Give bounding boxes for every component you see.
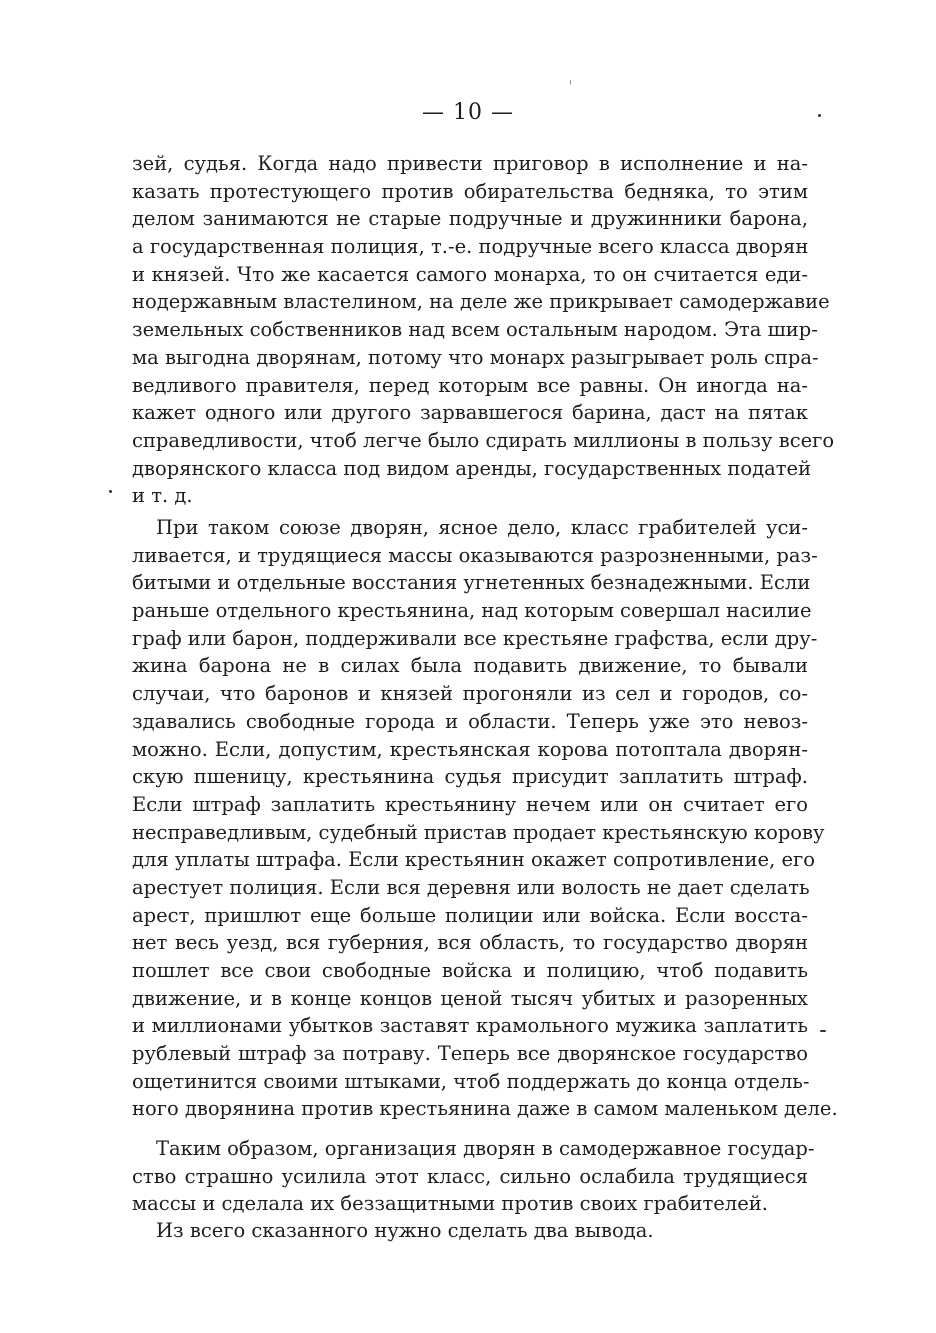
text-line: и т. д. — [132, 484, 193, 508]
text-line: Таким образом, организация дворян в самодержавное государ- — [156, 1137, 815, 1160]
paragraph-3 — [132, 1135, 815, 1218]
text-line: арестует полиция. Если вся деревня или волость не дает сделать — [132, 875, 810, 899]
text-line: справедливости, чтоб легче было сдирать миллионы в пользу всего — [132, 428, 835, 452]
text-line: ма выгодна дворянам, потому что монарх разыгрывает роль спра- — [132, 345, 819, 369]
paragraph-1 — [132, 150, 835, 510]
text-line: делом занимаются не старые подручные и дружинники барона, — [132, 207, 808, 231]
text-line: случаи, что баронов и князей прогоняли из сел и городов, со- — [132, 682, 808, 706]
text-line: ощетинится своими штыками, чтоб поддержать до конца отдель- — [132, 1069, 810, 1093]
paragraph-4 — [132, 1217, 808, 1245]
scan-speck — [570, 80, 571, 85]
scan-speck — [818, 114, 821, 117]
text-line: ство страшно усилила этот класс, сильно ослабила трудящиеся — [132, 1164, 808, 1188]
text-line: и миллионами убытков заставят крамольного мужика заплатить — [132, 1014, 808, 1038]
text-line: нодержавным властелином, на деле же прикрывает самодержавие — [132, 290, 830, 314]
text-line: кажет одного или другого зарвавшегося барина, даст на пятак — [132, 401, 808, 425]
text-line: При таком союзе дворян, ясное дело, класс грабителей уси- — [156, 516, 808, 539]
scan-speck — [820, 1030, 826, 1032]
text-line: и князей. Что же касается самого монарха, то он считается еди- — [132, 262, 808, 286]
text-line: нет весь уезд, вся губерния, вся область, то государство дворян — [132, 931, 808, 955]
text-line: земельных собственников над всем остальным народом. Эта шир- — [132, 318, 818, 342]
text-line: граф или барон, поддерживали все крестьяне графства, если дру- — [132, 626, 818, 650]
text-line: а государственная полиция, т.-е. подручные всего класса дворян — [132, 235, 809, 259]
text-line: Из всего сказанного нужно сделать два вывода. — [156, 1219, 654, 1242]
text-line: раньше отдельного крестьянина, над которым совершал насилие — [132, 599, 812, 623]
text-line: скую пшеницу, крестьянина судья присудит заплатить штраф. — [132, 765, 808, 789]
page-number: — 10 — — [422, 100, 514, 125]
text-line: ного дворянина против крестьянина даже в самом маленьком деле. — [132, 1097, 838, 1121]
text-line: дворянского класса под видом аренды, государственных податей — [132, 456, 812, 480]
text-line: можно. Если, допустим, крестьянская корова потоптала дворян- — [132, 737, 808, 761]
text-line: ведливого правителя, перед которым все равны. Он иногда на- — [132, 373, 808, 397]
text-line: арест, пришлют еще больше полиции или войска. Если восста- — [132, 903, 808, 927]
scan-speck — [109, 490, 112, 493]
text-line: рублевый штраф за потраву. Теперь все дворянское государство — [132, 1042, 808, 1066]
text-line: жина барона не в силах была подавить движение, то бывали — [132, 654, 808, 678]
text-line: движение, и в конце концов ценой тысяч убитых и разоренных — [132, 986, 808, 1010]
text-line: битыми и отдельные восстания угнетенных безнадежными. Если — [132, 571, 811, 595]
text-line: Если штраф заплатить крестьянину нечем или он считает его — [132, 792, 808, 816]
text-line: зей, судья. Когда надо привести приговор в исполнение и на- — [132, 152, 808, 175]
paragraph-2 — [132, 514, 838, 1123]
text-line: здавались свободные города и области. Теперь уже это невоз- — [132, 709, 808, 733]
text-line: казать протестующего против обирательства бедняка, то этим — [132, 179, 808, 203]
text-line: пошлет все свои свободные войска и полицию, чтоб подавить — [132, 959, 808, 982]
text-line: ливается, и трудящиеся массы оказываются разрозненными, раз- — [132, 543, 818, 567]
text-line: массы и сделала их беззащитными против своих грабителей. — [132, 1192, 768, 1216]
text-line: для уплаты штрафа. Если крестьянин окажет сопротивление, его — [132, 848, 815, 872]
text-line: несправедливым, судебный пристав продает крестьянскую корову — [132, 820, 825, 844]
